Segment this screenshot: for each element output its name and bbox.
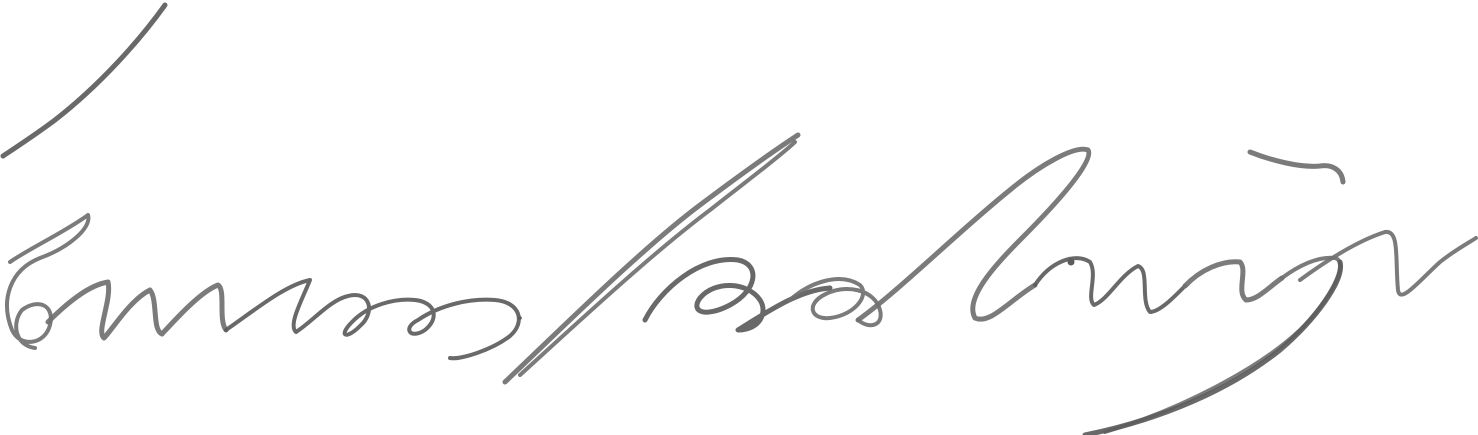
signature-stroke-word2-e <box>790 279 881 325</box>
signature-stroke-opening-sweep <box>3 5 165 156</box>
signature-stroke-word1-ras <box>226 280 519 358</box>
signature-stroke-word2-l <box>858 149 1089 320</box>
signature-stroke-word2-w <box>1035 258 1185 312</box>
signature-ink-dot <box>518 316 522 320</box>
signature-stroke-word2-n <box>1300 232 1476 295</box>
signature-ink-dot <box>1068 259 1075 266</box>
signature-stroke-k-stem-parallel <box>520 142 795 375</box>
signature-stroke-word2-j-descender <box>1105 258 1340 432</box>
signature-stroke-word1-start <box>7 215 88 348</box>
signature-stroke-word2-a <box>645 260 830 330</box>
signature-stroke-word2-i <box>1185 262 1282 300</box>
signature-stroke-overbar <box>1250 152 1343 182</box>
signature-stroke-word2-j-descender-parallel <box>1085 262 1341 435</box>
signature-stroke-word1-um <box>48 282 226 338</box>
